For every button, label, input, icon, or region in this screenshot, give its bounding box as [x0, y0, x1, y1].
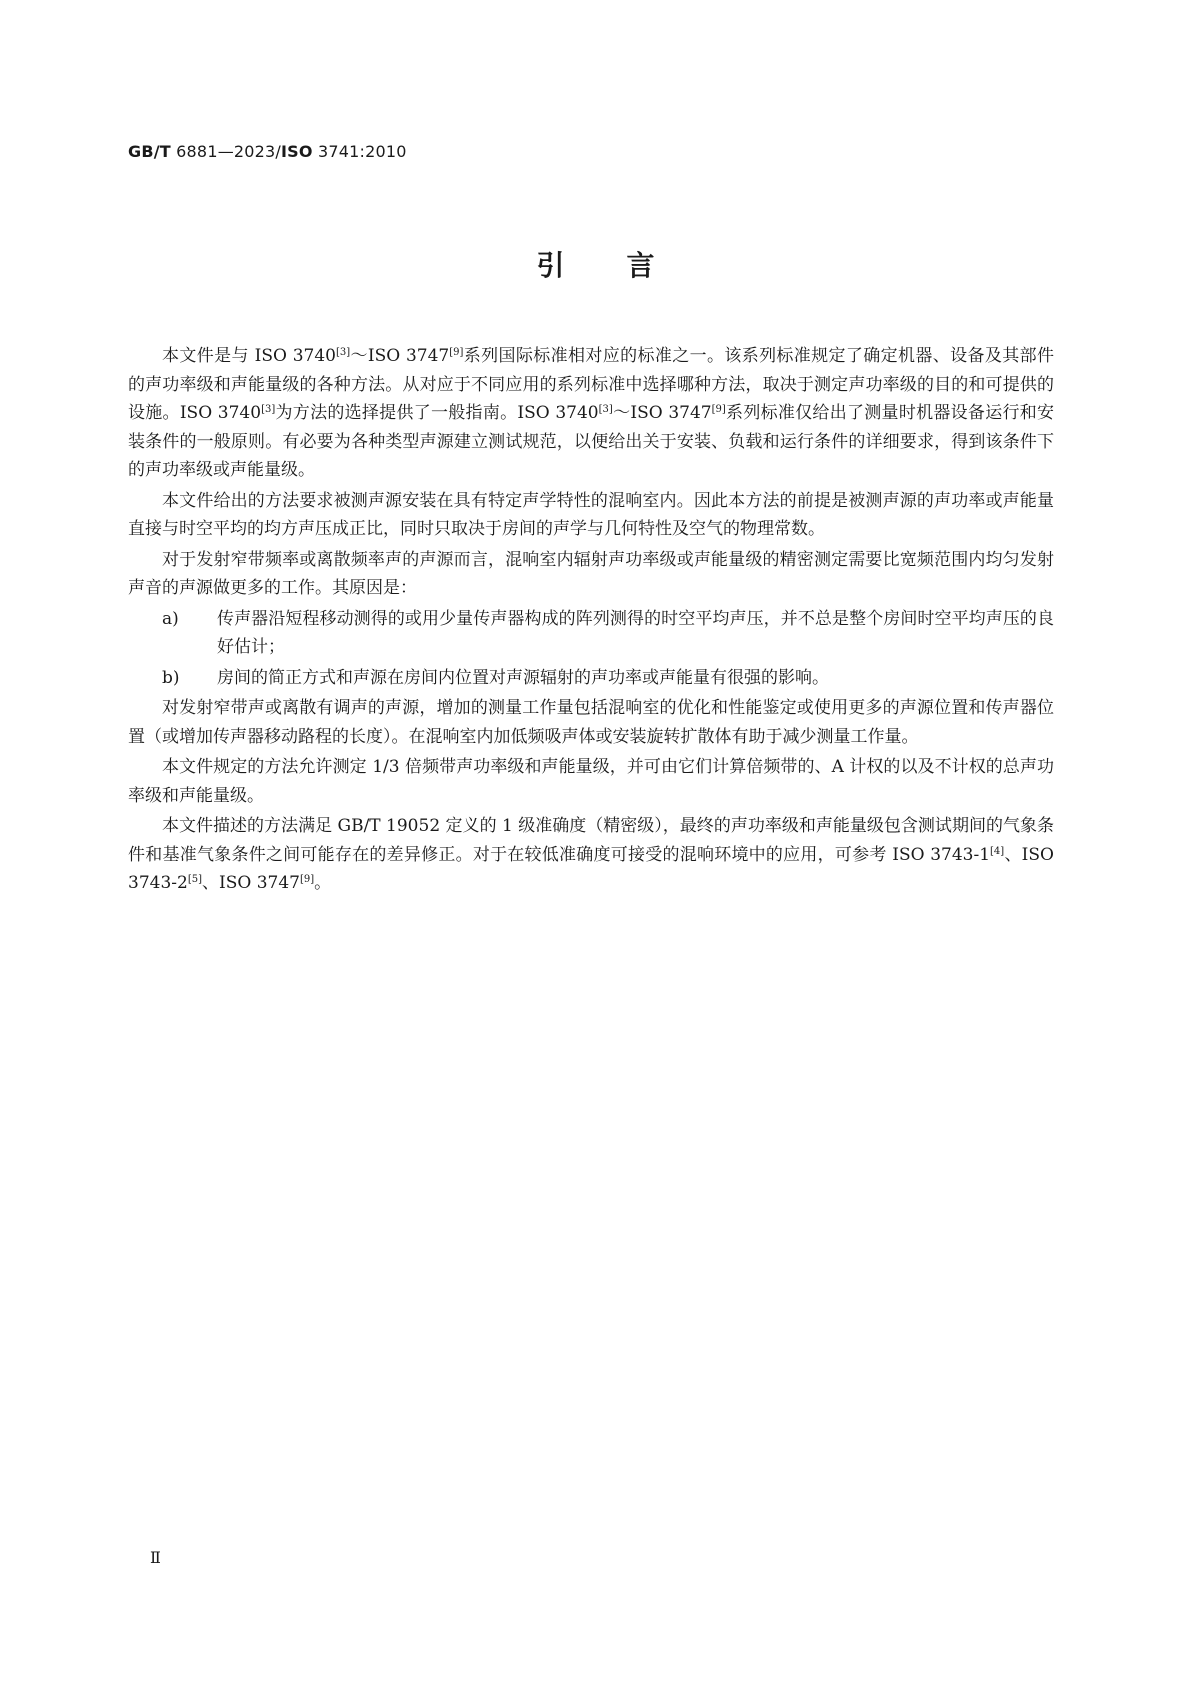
paragraph-6-text-4: 。 — [314, 873, 332, 893]
citation-9: [9] — [711, 404, 726, 415]
paragraph-6 — [128, 812, 1054, 898]
paragraph-1-text-2: ～ISO 3747 — [350, 346, 450, 366]
document-code-iso: ISO — [281, 142, 313, 161]
citation-5: [5] — [187, 874, 202, 885]
page-number: Ⅱ — [150, 1548, 161, 1567]
document-code — [128, 142, 407, 161]
paragraph-1-text-3: 系列国际标准相对应的标准之一。该系列标准规定了确定机器、设备及其部件的声功率级和声能量级的各种方法。从对应于不同应用的系列标准中选择哪种方法，取决于测定声功率级的目的和可提供的设施。ISO 3740 — [128, 346, 1054, 423]
paragraph-2: 本文件给出的方法要求被测声源安装在具有特定声学特性的混响室内。因此本方法的前提是被测声源的声功率或声能量直接与时空平均的均方声压成正比，同时只取决于房间的声学与几何特性及空气的物理常数。 — [128, 490, 1054, 539]
paragraph-6-text-1: 本文件描述的方法满足 GB/T 19052 定义的 1 级准确度（精密级），最终的声功率级和声能量级包含测试期间的气象条件和基准气象条件之间可能存在的差异修正。对于在较低准确度可接受的混响环境中的应用，可参考 ISO 3743-1 — [128, 816, 1054, 865]
citation-9: [9] — [299, 874, 315, 885]
list-marker: b) — [162, 667, 180, 688]
list-item-b — [162, 664, 1054, 693]
citation-9: [9] — [449, 347, 464, 358]
list-item-text: 传声器沿短程移动测得的或用少量传声器构成的阵列测得的时空平均声压，并不总是整个房间时空平均声压的良好估计； — [217, 608, 1054, 657]
introduction-body — [128, 342, 1054, 898]
list-item-text: 房间的简正方式和声源在房间内位置对声源辐射的声功率或声能量有很强的影响。 — [217, 667, 829, 688]
paragraph-1-text-4: 为方法的选择提供了一般指南。ISO 3740 — [275, 403, 599, 423]
paragraph-1-text-5: ～ISO 3747 — [612, 403, 712, 423]
paragraph-1-text-1: 本文件是与 ISO 3740 — [162, 346, 336, 366]
paragraph-1 — [128, 342, 1054, 485]
document-code-number: 6881—2023/ — [170, 142, 282, 161]
paragraph-1-text-6: 系列标准仅给出了测量时机器设备运行和安装条件的一般原则。有必要为各种类型声源建立测试规范，以便给出关于安装、负载和运行条件的详细要求，得到该条件下的声功率级或声能量级。 — [128, 403, 1055, 480]
document-code-iso-number: 3741:2010 — [312, 142, 407, 161]
list-marker: a) — [162, 608, 179, 629]
paragraph-6-text-3: 、ISO 3747 — [202, 873, 300, 893]
section-title: 引言 — [536, 249, 717, 282]
list-item-a — [162, 605, 1054, 662]
document-code-gbt: GB/T — [128, 142, 171, 161]
citation-3: [3] — [261, 404, 276, 415]
paragraph-3: 对于发射窄带频率或离散频率声的声源而言，混响室内辐射声功率级或声能量级的精密测定需要比宽频范围内均匀发射声音的声源做更多的工作。其原因是： — [128, 549, 1054, 598]
citation-4: [4] — [990, 845, 1005, 857]
citation-3: [3] — [335, 347, 351, 358]
paragraph-6-text-2: 、ISO 3743-2 — [128, 844, 1054, 893]
paragraph-4: 对发射窄带声或离散有调声的声源，增加的测量工作量包括混响室的优化和性能鉴定或使用更多的声源位置和传声器位置（或增加传声器移动路程的长度）。在混响室内加低频吸声体或安装旋转扩散体有助于减少测量工作量。 — [128, 698, 1054, 747]
citation-3: [3] — [598, 404, 613, 415]
paragraph-5: 本文件规定的方法允许测定 1/3 倍频带声功率级和声能量级，并可由它们计算倍频带的、A 计权的以及不计权的总声功率级和声能量级。 — [128, 757, 1054, 806]
